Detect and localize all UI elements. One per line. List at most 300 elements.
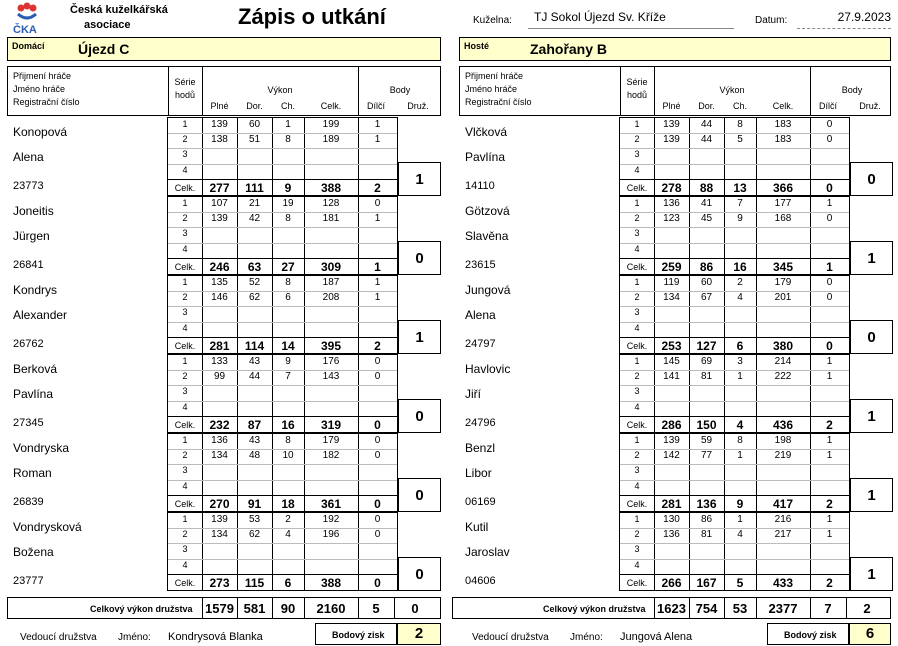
- team-point: 0: [398, 241, 441, 275]
- grid-hline: [620, 464, 849, 465]
- player-total: 150: [696, 418, 717, 432]
- player-total: 270: [209, 497, 230, 511]
- player-total: 13: [733, 181, 747, 195]
- player-surname: Berková: [13, 362, 58, 376]
- datum-value: 27.9.2023: [797, 10, 891, 29]
- serie-value: 130: [663, 514, 680, 525]
- player-total: 88: [699, 181, 714, 195]
- player-total: 87: [247, 418, 262, 432]
- celk-label: Celk.: [626, 578, 648, 588]
- home-player-block: [7, 354, 447, 433]
- serie-number: 3: [182, 465, 188, 475]
- team-point: 1: [398, 162, 441, 196]
- serie-value: 8: [285, 213, 291, 224]
- serie-number: 4: [182, 323, 188, 333]
- series-grid: [167, 433, 398, 512]
- player-total: 259: [661, 260, 682, 274]
- serie-value: 214: [774, 356, 792, 367]
- player-firstname: Slavěna: [465, 229, 509, 243]
- serie-value: 133: [211, 356, 228, 367]
- player-total: 273: [209, 576, 230, 590]
- total-value: 1623: [657, 601, 686, 616]
- grid-hline-total: [168, 495, 397, 496]
- home-player-block: [7, 275, 447, 354]
- serie-value: 123: [663, 213, 680, 224]
- serie-value: 44: [700, 119, 713, 130]
- player-firstname: Alexander: [13, 308, 68, 322]
- serie-value: 2: [737, 277, 743, 288]
- player-total: 2: [826, 418, 833, 432]
- serie-number: 2: [634, 213, 640, 223]
- serie-value: 9: [285, 356, 291, 367]
- player-firstname: Božena: [13, 545, 54, 559]
- serie-value: 0: [826, 134, 833, 145]
- serie-value: 201: [774, 292, 792, 303]
- grid-hline-total: [168, 258, 397, 259]
- serie-value: 69: [700, 356, 713, 367]
- player-total: 18: [281, 497, 295, 511]
- player-surname: Konopová: [13, 125, 68, 139]
- player-regnum: 06169: [465, 496, 496, 508]
- serie-number: 2: [182, 529, 188, 539]
- serie-value: 1: [737, 514, 743, 525]
- player-regnum: 27345: [13, 417, 44, 429]
- serie-value: 62: [248, 292, 261, 303]
- grid-hline: [620, 227, 849, 228]
- player-total: 319: [320, 418, 342, 432]
- grid-hline-total: [168, 574, 397, 575]
- grid-hline: [168, 306, 397, 307]
- grid-hline: [620, 480, 849, 481]
- serie-value: 182: [322, 450, 340, 461]
- serie-value: 1: [826, 356, 833, 367]
- serie-number: 2: [634, 371, 640, 381]
- player-surname: Vondryska: [13, 441, 70, 455]
- player-total: 2: [826, 576, 833, 590]
- serie-value: 187: [322, 277, 340, 288]
- series-grid: [619, 275, 850, 354]
- celk-label: Celk.: [174, 183, 196, 193]
- series-grid: [167, 275, 398, 354]
- player-total: 278: [661, 181, 682, 195]
- serie-value: 59: [700, 435, 713, 446]
- grid-hline-total: [620, 179, 849, 180]
- serie-value: 48: [248, 450, 261, 461]
- celk-label: Celk.: [174, 578, 196, 588]
- player-firstname: Pavlína: [465, 150, 506, 164]
- guest-zisk-value: 6: [849, 623, 891, 645]
- serie-value: 62: [248, 529, 261, 540]
- player-surname: Vondrysková: [13, 520, 82, 534]
- player-total: 2: [374, 339, 381, 353]
- celk-label: Celk.: [626, 499, 648, 509]
- grid-hline: [168, 243, 397, 244]
- player-firstname: Jaroslav: [465, 545, 510, 559]
- total-value: 754: [695, 601, 718, 616]
- serie-value: 41: [700, 198, 713, 209]
- serie-number: 3: [182, 149, 188, 159]
- celk-label: Celk.: [626, 341, 648, 351]
- player-firstname: Jürgen: [13, 229, 50, 243]
- serie-value: 21: [248, 198, 261, 209]
- serie-value: 139: [663, 134, 680, 145]
- serie-number: 3: [634, 465, 640, 475]
- hdr-hodu: hodů: [174, 90, 196, 100]
- home-leader-name: Kondrysová Blanka: [168, 631, 263, 643]
- grid-hline: [620, 148, 849, 149]
- hdr-dilci: Dílčí: [367, 101, 385, 111]
- serie-value: 119: [663, 277, 680, 288]
- serie-number: 3: [634, 149, 640, 159]
- serie-number: 3: [182, 386, 188, 396]
- player-total: 0: [374, 418, 381, 432]
- hdr-vykon: Výkon: [267, 85, 293, 95]
- kuzelna-label: Kuželna:: [473, 15, 512, 26]
- serie-value: 134: [211, 450, 228, 461]
- series-grid: [619, 196, 850, 275]
- serie-value: 192: [322, 514, 340, 525]
- player-total: 417: [772, 497, 794, 511]
- player-total: 253: [661, 339, 682, 353]
- player-total: 309: [320, 260, 342, 274]
- serie-number: 3: [182, 544, 188, 554]
- serie-number: 2: [634, 529, 640, 539]
- home-zisk-label: Bodový zisk: [315, 623, 397, 645]
- serie-value: 196: [322, 529, 340, 540]
- serie-value: 43: [248, 435, 261, 446]
- player-total: 111: [245, 181, 264, 195]
- grid-hline: [168, 164, 397, 165]
- player-total: 395: [320, 339, 342, 353]
- player-regnum: 24796: [465, 417, 496, 429]
- serie-value: 146: [211, 292, 228, 303]
- grid-hline: [620, 543, 849, 544]
- hdr-celk: Celk.: [320, 101, 342, 111]
- celk-label: Celk.: [174, 420, 196, 430]
- guest-player-block: [459, 196, 898, 275]
- serie-value: 139: [211, 213, 228, 224]
- player-firstname: Jiří: [465, 387, 481, 401]
- player-regnum: 14110: [465, 180, 495, 192]
- serie-value: 6: [285, 292, 291, 303]
- serie-number: 2: [182, 371, 188, 381]
- player-total: 436: [772, 418, 794, 432]
- serie-value: 1: [826, 435, 833, 446]
- guest-zisk-label: Bodový zisk: [767, 623, 849, 645]
- team-point: 0: [850, 162, 893, 196]
- datum-label: Datum:: [755, 15, 788, 26]
- home-player-block: [7, 512, 447, 591]
- serie-value: 1: [374, 213, 381, 224]
- guest-leader-name: Jungová Alena: [620, 631, 693, 643]
- player-total: 91: [247, 497, 262, 511]
- player-total: 366: [772, 181, 794, 195]
- serie-number: 4: [634, 481, 640, 491]
- guest-player-block: [459, 512, 898, 591]
- serie-value: 189: [322, 134, 340, 145]
- cka-logo: [10, 2, 44, 34]
- team-point: 1: [850, 241, 893, 275]
- total-value: 7: [824, 601, 832, 616]
- serie-value: 145: [663, 356, 680, 367]
- total-value: 1579: [205, 601, 234, 616]
- player-total: 16: [281, 418, 295, 432]
- celk-label: Celk.: [626, 183, 648, 193]
- total-value: 53: [732, 601, 748, 616]
- home-player-block: [7, 196, 447, 275]
- serie-value: 1: [285, 119, 291, 130]
- kuzelna-value: TJ Sokol Újezd Sv. Kříže: [528, 10, 734, 29]
- home-column-header: [7, 66, 441, 116]
- player-regnum: 04606: [465, 575, 496, 587]
- serie-value: 176: [322, 356, 340, 367]
- hdr-dor: Dor.: [698, 101, 715, 111]
- serie-value: 1: [737, 371, 743, 382]
- player-total: 286: [661, 418, 682, 432]
- player-total: 14: [281, 339, 295, 353]
- guest-team-header: Hosté Zahořany B: [459, 37, 891, 61]
- player-total: 0: [826, 339, 833, 353]
- serie-value: 52: [248, 277, 261, 288]
- home-player-block: [7, 433, 447, 512]
- player-surname: Joneitis: [13, 204, 54, 218]
- series-grid: [167, 512, 398, 591]
- hdr-druz: Druž.: [407, 101, 429, 111]
- serie-value: 67: [700, 292, 713, 303]
- player-surname: Benzl: [465, 441, 496, 455]
- serie-value: 8: [285, 435, 291, 446]
- hdr-hodu: hodů: [626, 90, 648, 100]
- total-value: 5: [372, 601, 380, 616]
- guest-total-row: [452, 597, 891, 619]
- serie-number: 4: [634, 560, 640, 570]
- serie-value: 1: [374, 134, 381, 145]
- serie-value: 139: [663, 119, 680, 130]
- hdr-firstname: Jméno hráče: [465, 84, 518, 94]
- hdr-vykon: Výkon: [719, 85, 745, 95]
- grid-hline: [168, 148, 397, 149]
- serie-number: 1: [182, 356, 188, 366]
- serie-number: 4: [182, 244, 188, 254]
- grid-hline-total: [620, 495, 849, 496]
- serie-value: 0: [374, 371, 381, 382]
- serie-value: 3: [737, 356, 743, 367]
- player-surname: Vlčková: [465, 125, 508, 139]
- player-surname: Götzová: [465, 204, 510, 218]
- hdr-firstname: Jméno hráče: [13, 84, 66, 94]
- player-total: 136: [696, 497, 717, 511]
- player-total: 388: [320, 576, 342, 590]
- serie-value: 81: [700, 529, 713, 540]
- serie-number: 1: [182, 198, 188, 208]
- serie-number: 1: [634, 119, 640, 129]
- hdr-celk: Celk.: [772, 101, 794, 111]
- serie-value: 1: [826, 529, 833, 540]
- player-total: 6: [736, 339, 744, 353]
- home-zisk-value: 2: [397, 623, 441, 645]
- serie-value: 4: [737, 292, 743, 303]
- player-total: 1: [374, 260, 381, 274]
- serie-value: 9: [737, 213, 743, 224]
- hdr-serie: Série: [626, 77, 648, 87]
- serie-number: 2: [634, 450, 640, 460]
- serie-value: 139: [211, 119, 228, 130]
- player-total: 1: [826, 260, 833, 274]
- home-name-label: Jméno:: [118, 632, 151, 643]
- serie-number: 2: [182, 450, 188, 460]
- grid-hline: [620, 164, 849, 165]
- team-point: 0: [850, 320, 893, 354]
- player-total: 4: [736, 418, 744, 432]
- serie-number: 1: [182, 277, 188, 287]
- hdr-body: Body: [841, 85, 863, 95]
- celk-label: Celk.: [174, 499, 196, 509]
- grid-hline: [620, 401, 849, 402]
- serie-value: 0: [374, 198, 381, 209]
- grid-hline: [620, 322, 849, 323]
- player-surname: Jungová: [465, 283, 511, 297]
- serie-number: 4: [182, 560, 188, 570]
- celk-label: Celk.: [174, 341, 196, 351]
- team-point: 1: [850, 399, 893, 433]
- guest-player-block: [459, 117, 898, 196]
- player-total: 167: [696, 576, 717, 590]
- serie-value: 141: [663, 371, 680, 382]
- serie-value: 5: [737, 134, 743, 145]
- serie-number: 1: [634, 198, 640, 208]
- hdr-dilci: Dílčí: [819, 101, 837, 111]
- serie-value: 134: [211, 529, 228, 540]
- serie-value: 86: [700, 514, 713, 525]
- player-total: 246: [209, 260, 230, 274]
- player-total: 380: [772, 339, 794, 353]
- serie-value: 2: [285, 514, 291, 525]
- serie-number: 1: [182, 119, 188, 129]
- home-player-block: [7, 117, 447, 196]
- team-point: 0: [398, 478, 441, 512]
- serie-value: 208: [322, 292, 340, 303]
- serie-value: 136: [663, 529, 680, 540]
- series-grid: [167, 354, 398, 433]
- serie-value: 8: [737, 119, 743, 130]
- serie-value: 0: [374, 529, 381, 540]
- serie-number: 1: [182, 435, 188, 445]
- player-total: 0: [374, 497, 381, 511]
- serie-value: 199: [322, 119, 340, 130]
- serie-value: 42: [248, 213, 261, 224]
- hdr-plne: Plné: [662, 101, 681, 111]
- serie-value: 107: [211, 198, 228, 209]
- serie-value: 8: [285, 134, 291, 145]
- serie-value: 183: [774, 119, 792, 130]
- player-total: 277: [209, 181, 230, 195]
- total-value: 2377: [768, 601, 798, 616]
- guest-column-header: [459, 66, 891, 116]
- serie-value: 1: [826, 514, 833, 525]
- player-total: 27: [281, 260, 295, 274]
- grid-hline-total: [168, 179, 397, 180]
- serie-value: 198: [774, 435, 792, 446]
- grid-hline: [168, 480, 397, 481]
- grid-hline-total: [620, 416, 849, 417]
- serie-value: 134: [663, 292, 680, 303]
- player-total: 0: [826, 181, 833, 195]
- serie-value: 0: [374, 435, 381, 446]
- total-value: 2160: [316, 601, 346, 616]
- team-point: 0: [398, 399, 441, 433]
- player-regnum: 26762: [13, 338, 44, 350]
- serie-number: 4: [182, 402, 188, 412]
- serie-value: 44: [248, 371, 261, 382]
- player-firstname: Alena: [465, 308, 496, 322]
- serie-number: 1: [634, 356, 640, 366]
- guest-player-block: [459, 433, 898, 512]
- player-total: 2: [826, 497, 833, 511]
- serie-number: 3: [634, 228, 640, 238]
- serie-value: 0: [826, 277, 833, 288]
- serie-value: 10: [282, 450, 294, 461]
- serie-value: 0: [374, 450, 381, 461]
- player-total: 388: [320, 181, 342, 195]
- hdr-ch: Ch.: [732, 101, 747, 111]
- serie-value: 99: [213, 371, 226, 382]
- serie-value: 1: [374, 119, 381, 130]
- player-regnum: 26839: [13, 496, 44, 508]
- serie-value: 4: [285, 529, 291, 540]
- series-grid: [619, 512, 850, 591]
- serie-number: 1: [634, 277, 640, 287]
- total-value: 0: [411, 601, 419, 616]
- serie-value: 51: [248, 134, 261, 145]
- guest-name-label: Jméno:: [570, 632, 603, 643]
- serie-value: 135: [211, 277, 228, 288]
- svg-text:ČKA: ČKA: [13, 24, 37, 36]
- player-total: 114: [244, 339, 265, 353]
- player-total: 9: [736, 497, 744, 511]
- hdr-surname: Přijmení hráče: [13, 71, 72, 81]
- serie-value: 0: [826, 119, 833, 130]
- hdr-regnum: Registrační číslo: [13, 97, 80, 107]
- serie-value: 7: [285, 371, 291, 382]
- serie-value: 0: [374, 356, 381, 367]
- player-regnum: 23777: [13, 575, 44, 587]
- hdr-dor: Dor.: [246, 101, 263, 111]
- series-grid: [167, 117, 398, 196]
- serie-number: 2: [634, 134, 640, 144]
- home-team-header: Domácí Újezd C: [7, 37, 441, 61]
- serie-value: 1: [826, 198, 833, 209]
- grid-hline: [168, 227, 397, 228]
- home-total-row: [7, 597, 441, 619]
- hdr-plne: Plné: [210, 101, 229, 111]
- grid-hline-total: [620, 574, 849, 575]
- grid-hline: [620, 385, 849, 386]
- series-grid: [619, 433, 850, 512]
- serie-number: 2: [182, 134, 188, 144]
- serie-value: 143: [322, 371, 340, 382]
- grid-hline: [168, 385, 397, 386]
- serie-number: 3: [634, 386, 640, 396]
- serie-value: 0: [374, 514, 381, 525]
- player-total: 86: [699, 260, 714, 274]
- serie-number: 4: [182, 481, 188, 491]
- serie-value: 19: [282, 198, 294, 209]
- guest-player-block: [459, 354, 898, 433]
- total-value: 90: [280, 601, 296, 616]
- serie-value: 60: [248, 119, 261, 130]
- team-point: 1: [850, 478, 893, 512]
- serie-value: 8: [285, 277, 291, 288]
